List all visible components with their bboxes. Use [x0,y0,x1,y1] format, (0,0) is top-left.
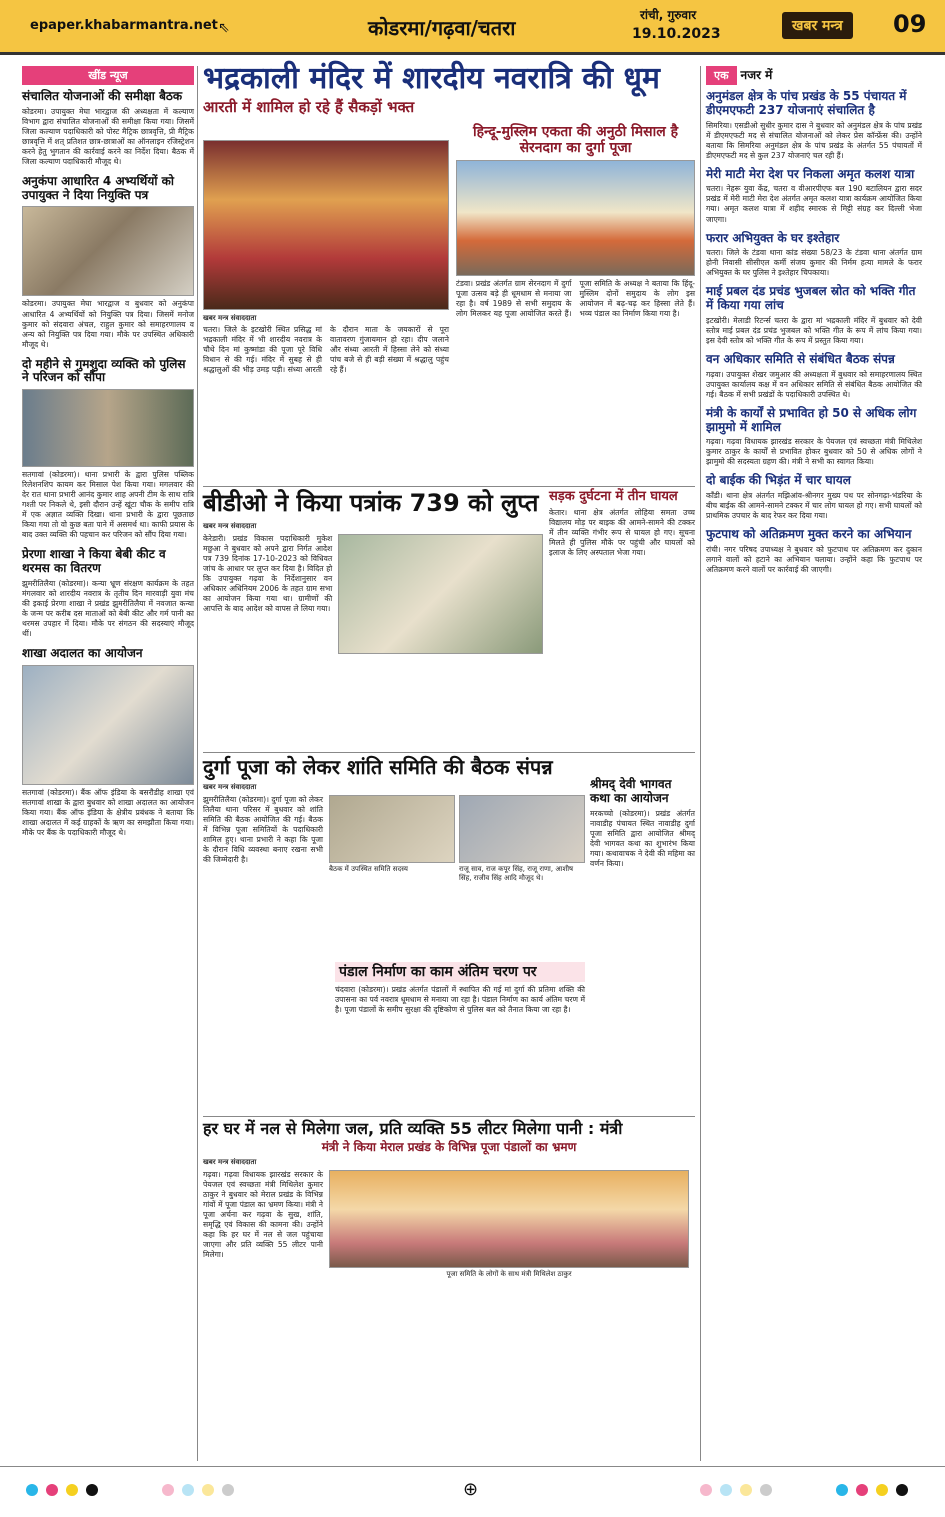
register-dot-black [86,1484,98,1496]
left-story-1-body: कोडरमा। उपायुक्त मेघा भारद्वाज की अध्यक्षता में कल्याण विभाग द्वारा संचालित योजनाओं की समीक्षा किया गया। जिसमें जिला कल्याण पदाधिकारी को पोस्ट मैट्रिक छात्रवृत्ति, प्री मैट्रिक छात्रवृत्ति में शत् प्रतिशत छात्र-छात्राओं का ऑनलाइन रजिस्ट्रेशन करने हेतु भुगतान की कार्रवाई करने का निर्देश दिया। बैठक में जिला कल्याण पदाधिकारी मौजूद थे। [22,106,194,166]
right-story-4-body: इटखोरी। मेलाडी रिटर्न्स चतरा के द्वारा मां भद्रकाली मंदिर में बुधवार को देवी स्तोत्र माई प्रबल दंड प्रचंड भुजबल को भक्ति गीत के रूप में लांच किया गया। इस देवी स्तोत्र को भक्ति गीत के रूप में प्रस्तुत किया गया। [706,315,922,345]
right-story-1-title: अनुमंडल क्षेत्र के पांच प्रखंड के 55 पंचायत में डीएमएफटी 237 योजनाएं संचालित है [706,89,907,117]
hindu-muslim-photo [456,160,695,276]
durga-byline: खबर मन्त्र संवाददाता [203,783,257,791]
right-story-8-body: रांची। नगर परिषद उपाध्यक्ष ने बुधवार को फुटपाथ पर अतिक्रमण कर दुकान लगाने वालों को हटाने का अभियान चलाया। उन्होंने कहा कि फुटपाथ पर अतिक्रमण करने वालों पर कार्रवाई की जाएगी। [706,545,922,575]
left-story-5-title: शाखा अदालत का आयोजन [22,645,143,660]
section-rule [203,486,695,487]
section-rule [203,1116,695,1117]
register-dot-cyan [26,1484,38,1496]
register-dot-black [896,1484,908,1496]
bdo-body: केरेडारी। प्रखंड विकास पदाधिकारी मुकेश मछुआ ने बुधवार को अपने द्वारा निर्गत आदेश पत्र 739 दिनांक 17-10-2023 को विधिवत जांच के आधार पर लुप्त कर दिया है। विदित हो कि उपायुक्त गढ़वा के निर्देशानुसार वन अधिकार अधिनियम 2006 के तहत ग्राम सभा का आयोजन किया गया था। ग्रामीणों की आपत्ति के बाद आदेश को वापस ले लिया गया। [203,533,333,613]
durga-photos [329,795,585,883]
right-column-tag [706,66,922,85]
water-body: गढ़वा। गढ़वा विधायक झारखंड सरकार के पेयजल एवं स्वच्छता मंत्री मिथिलेश कुमार ठाकुर ने बुधवार को मेराल प्रखंड के विभिन्न गांवों में पूजा पंडाल का भ्रमण किया। मंत्री ने पूजा अर्चना कर गढ़वा के सुख, शांति, समृद्धि एवं विकास की कामना की। उन्होंने कहा कि हर घर में नल से जल पहुंचाया जाएगा और प्रति व्यक्ति 55 लीटर पानी मिलेगा। [203,1170,323,1260]
road-accident-body: केतार। थाना क्षेत्र अंतर्गत लोहिया समता उच्च विद्यालय मोड़ पर बाइक की आमने-सामने की टक्कर में तीन व्यक्ति गंभीर रूप से घायल हो गए। सूचना मिलते ही पुलिस मौके पर पहुंची और घायलों को इलाज के लिए अस्पताल भेजा गया। [549,507,695,557]
register-dot-magenta [856,1484,868,1496]
lead-body: चतरा। जिले के इटखोरी स्थित प्रसिद्ध मां भद्रकाली मंदिर में भी शारदीय नवरात्र के चौथे दिन मां कुष्मांडा की पूजा पूरे विधि विधान से की गई। मंदिर में सुबह से ही श्रद्धालुओं की भीड़ उमड़ पड़ी। संध्या आरती के दौरान माता के जयकारों से पूरा वातावरण गुंजायमान हो रहा। दीप जलाने और संध्या आरती में हिस्सा लेने को संध्या पांच बजे से ही बड़ी संख्या में श्रद्धालु पहुंच रहे हैं। [203,325,449,375]
right-story-6-title: मंत्री के कार्यों से प्रभावित हो 50 से अधिक लोग झामुमो में शामिल [706,405,917,434]
masthead-rule [0,52,945,55]
right-story-5-body: गढ़वा। उपायुक्त शेखर जमुआर की अध्यक्षता में बुधवार को समाहरणालय स्थित उपायुक्त कार्यालय कक्ष में वन अधिकार समिति से संबंधित बैठक आयोजित की गई। बैठक में सभी प्रखंडों के पदाधिकारी उपस्थित थे। [706,369,922,399]
right-tag-2: नजर में [740,67,773,82]
register-dot-yellow [876,1484,888,1496]
left-story-2-body: कोडरमा। उपायुक्त मेघा भारद्वाज व बुधवार को अनुकंपा आधारित 4 अभ्यर्थियों को नियुक्ति पत्र दिया। जिसमें मनोज कुमार को संदवारा अंचल, राहुल कुमार को समाहरणालय व अन्य को नियुक्ति पत्र दिया गया। मौके पर उपस्थित अधिकारी मौजूद थे। [22,299,194,349]
left-story-2-photo [22,206,194,296]
registration-mark-icon: ⊕ [463,1479,479,1500]
bdo-headline: बीडीओ ने किया पत्रांक 739 को लुप्त [203,489,539,517]
register-dot-lightyellow [202,1484,214,1496]
left-story-5-body: सतगावां (कोडरमा)। बैंक ऑफ इंडिया के बसरौडीह शाखा एवं सतगावां शाखा के द्वारा बुधवार को शाखा अदालत का आयोजन किया गया। बैंक ऑफ इंडिया के क्षेत्रीय प्रबंधक ने बताया कि शाखा अदालत में कई ग्राहकों के ऋण का समझौता किया गया। मौके पर बैंक के पदाधिकारी मौजूद थे। [22,787,194,837]
edition-place: रांची, गुरुवार [640,8,697,22]
road-accident-story [549,490,695,558]
footer-rule [0,1466,945,1467]
left-story-3-body: सतगावां (कोडरमा)। थाना प्रभारी के द्वारा पुलिस पब्लिक रिलेशनशिप कायम कर मिसाल पेश किया गया। मगलवार की देर रात थाना प्रभारी आनंद कुमार शाह अपनी टीम के साथ रात्रि गश्ती पर निकले थे, इसी दौरान उन्हें खूंटा चौक के समीप रात्रि में एक अज्ञात व्यक्ति दिखा। थाना प्रभारी के द्वारा पूछताछ किया गया तो वो कुछ बता पाने में असमर्थ था। काफी प्रयास के बाद उक्त व्यक्ति की पहचान कर परिजन को सौंप दिया गया। [22,470,194,540]
bdo-byline: खबर मन्त्र संवाददाता [203,521,257,530]
edition-section: कोडरमा/गढ़वा/चतरा [368,16,516,40]
right-story-7-title: दो बाईक की भिड़ंत में चार घायल [706,473,851,488]
register-dot-grey [760,1484,772,1496]
site-url[interactable]: epaper.khabarmantra.net [30,18,218,33]
water-byline: खबर मन्त्र संवाददाता [203,1158,257,1167]
water-headline: हर घर में नल से मिलेगा जल, प्रति व्यक्ति 55 लीटर मिलेगा पानी : मंत्री [203,1119,623,1138]
water-caption: पूजा समिति के लोगों के साथ मंत्री मिथिलेश ठाकुर [446,1270,572,1279]
durga-body: झुमरीतिलैया (कोडरमा)। दुर्गा पूजा को लेकर तिलैया थाना परिसर में बुधवार को शांति समिति की बैठक आयोजित की गई। बैठक में विभिन्न पूजा समितियों के पदाधिकारी शामिल हुए। थाना प्रभारी ने कहा कि पूजा के दौरान विधि व्यवस्था बनाए रखना सभी की जिम्मेदारी है। [203,795,323,865]
bdo-layout [203,534,543,654]
durga-story [203,756,585,883]
pandal-title: पंडाल निर्माण का काम अंतिम चरण पर [335,962,585,982]
lead-photo [203,140,449,310]
right-story-4-title: माई प्रबल दंड प्रचंड भुजबल स्रोत को भक्ति गीत में किया गया लांच [706,284,916,313]
water-story [203,1120,695,1279]
center-section [203,62,695,116]
register-dot-grey [222,1484,234,1496]
masthead [0,0,945,52]
road-accident-title: सड़क दुर्घटना में तीन घायल [549,489,678,504]
lead-headline: भद्रकाली मंदिर में शारदीय नवरात्रि की धूम [203,61,660,96]
right-story-8-title: फुटपाथ को अतिक्रमण मुक्त करने का अभियान [706,527,912,542]
durga-headline: दुर्गा पूजा को लेकर शांति समिति की बैठक संपन्न [203,755,553,779]
pandal-body: चंदवारा (कोडरमा)। प्रखंड अंतर्गत पंडालों में स्थापित की गई मां दुर्गा की प्रतिमा शक्ति की उपासना का पर्व नवरात्र धूमधाम से मनाया जा रहा है। पंडाल निर्माण का कार्य अंतिम चरण में है। पूजा पंडालों के समीप सुरक्षा की दृष्टिकोण से पुलिस बल को तैनात किया जा रहा है। [335,985,585,1015]
left-story-3-photo [22,389,194,467]
water-subheadline: मंत्री ने किया मेराल प्रखंड के विभिन्न पूजा पंडालों का भ्रमण [321,1140,577,1155]
durga-photo-2 [459,795,585,863]
register-dot-lightblue [720,1484,732,1496]
durga-layout [203,795,585,883]
durga-photo-1 [329,795,455,863]
right-column [706,66,922,575]
edition-date: 19.10.2023 [632,26,721,42]
right-story-5-title: वन अधिकार समिति से संबंधित बैठक संपन्न [706,352,895,366]
hindu-muslim-title: हिन्दू-मुस्लिम एकता की अनुठी मिसाल है सेरनदाग का दुर्गा पूजा [472,124,679,157]
column-divider [197,66,198,1461]
left-story-3-title: दो महीने से गुमशुदा व्यक्ति को पुलिस ने परिजन को सौंपा [22,356,186,385]
pandal-story [335,962,585,1015]
lead-subheadline: आरती में शामिल हो रहे हैं सैकड़ों भक्त [203,97,415,116]
water-photo-block [329,1170,689,1279]
register-dot-lightblue [182,1484,194,1496]
left-column [22,66,194,838]
right-story-3-body: चतरा। जिले के टंडवा थाना कांड संख्या 58/23 के टंडवा थाना अंतर्गत ग्राम होनी निवासी सीसीएल कर्मी संजय कुमार की निर्मम हत्या मामले के फरार अभियुक्त के घर पुलिस ने इश्तेहार चिपकाया। [706,248,922,278]
right-tag-1: एक [706,66,737,85]
durga-caption-1: बैठक में उपस्थित समिति सदस्य [329,865,408,873]
left-story-4-title: प्रेरणा शाखा ने किया बेबी कीट व थरमस का वितरण [22,547,166,576]
durga-photo-row [329,795,585,863]
right-story-3-title: फरार अभियुक्त के घर इश्तेहार [706,230,840,245]
left-story-1-title: संचालित योजनाओं की समीक्षा बैठक [22,89,183,103]
bhagwat-body: मरकच्चो (कोडरमा)। प्रखंड अंतर्गत नावाडीह पंचायत स्थित नावाडीह दुर्गा पूजा समिति द्वारा आयोजित श्रीमद् देवी भागवत कथा का शुभारंभ किया गया। कथावाचक ने देवी की महिमा का वर्णन किया। [590,808,695,868]
durga-caption-row [329,865,585,883]
right-story-1-body: सिमरिया। एसडीओ सुधीर कुमार दास ने बुधवार को अनुमंडल क्षेत्र के पांच प्रखंड में डीएमएफटी मद से संचालित योजनाओं को लेकर प्रेस कॉन्फ्रेंस की। उन्होंने बताया कि सिमरिया अनुमंडल क्षेत्र के पांच प्रखंड के अंतर्गत 55 पंचायतों में डीएमएफटी मद से कुल 237 योजनाएं चल रही हैं। [706,120,922,160]
left-column-tag: खींड न्यूज [22,66,194,85]
register-dot-lightyellow [740,1484,752,1496]
right-story-6-body: गढ़वा। गढ़वा विधायक झारखंड सरकार के पेयजल एवं स्वच्छता मंत्री मिथिलेश कुमार ठाकुर के कार्यों से प्रभावित होकर बुधवार को 50 से अधिक लोगों ने झामुमो की सदस्यता ग्रहण की। मंत्री ने सभी का स्वागत किया। [706,437,922,467]
durga-caption-2: राजू साव, राज कपूर सिंह, राजू राणा, आशीष सिंह, राजीव सिंह आदि मौजूद थे। [459,865,574,882]
bhagwat-title: श्रीमद् देवी भागवत कथा का आयोजन [590,777,672,805]
left-story-5-photo [22,665,194,785]
column-divider [700,66,701,1461]
water-photo [329,1170,689,1268]
bdo-story [203,490,543,654]
section-rule [203,752,695,753]
right-story-2-body: चतरा। नेहरू युवा केंद्र, चतरा व वीआरपीएफ बल 190 बटालियन द्वारा सदर प्रखंड में मेरी माटी मेरा देश अंतर्गत अमृत कलश यात्रा कार्यक्रम आयोजित किया गया। अमृत कलश यात्रा में शहीद स्मारक से मिट्टी संग्रह कर दिल्ली भेजा जाएगा। [706,184,922,224]
hindu-muslim-story [456,124,695,319]
bdo-photo [338,534,543,654]
left-story-2-title: अनुकंपा आधारित 4 अभ्यर्थियों को उपायुक्त ने दिया नियुक्ति पत्र [22,173,174,202]
register-dot-magenta [46,1484,58,1496]
hindu-muslim-body: टंडवा। प्रखंड अंतर्गत ग्राम सेरनदाग में दुर्गा पूजा उत्सव बड़े ही धूमधाम से मनाया जा रहा है। वर्ष 1989 से सभी समुदाय के लोग मिलकर यह पूजा आयोजित करते हैं। पूजा समिति के अध्यक्ष ने बताया कि हिंदू-मुस्लिम दोनों समुदाय के लोग इस आयोजन में बढ़-चढ़ कर हिस्सा लेते हैं। भव्य पंडाल का निर्माण किया गया है। [456,279,695,319]
lead-story [203,140,449,375]
brand-logo: खबर मन्त्र [782,12,853,39]
right-story-7-body: काँडी। थाना क्षेत्र अंतर्गत मझिआंव-श्रीनगर मुख्य पथ पर सोनगढ़ा-भंडरिया के बीच बाईक की आमने-सामने टक्कर में चार लोग घायल हो गए। सभी घायलों को प्राथमिक उपचार के बाद रेफर कर दिया गया। [706,491,922,521]
lead-byline: खबर मन्त्र संवाददाता [203,314,257,322]
water-layout [203,1170,695,1279]
pointer-icon: ⇖ [218,20,230,36]
left-story-4-body: झुमरीतिलैया (कोडरमा)। कन्या भ्रूण संरक्षण कार्यक्रम के तहत मंगलवार को शारदीय नवरात्र के तृतीय दिन मारवाड़ी युवा मंच की इकाई प्रेरणा शाखा ने प्रखंड झुमरीतिलैया में नवजात कन्या के जन्म पर करीब दस माताओं को बेबी कीट और गर्म पानी का थरमस उपहार में दिया। मौके पर संगठन की सदस्याएं मौजूद थीं। [22,578,194,638]
register-dot-pink [162,1484,174,1496]
page-number: 09 [893,10,927,38]
register-dot-cyan [836,1484,848,1496]
register-dot-pink [700,1484,712,1496]
right-story-2-title: मेरी माटी मेरा देश पर निकला अमृत कलश यात्रा [706,166,915,181]
bhagwat-story [590,778,695,869]
register-dot-yellow [66,1484,78,1496]
